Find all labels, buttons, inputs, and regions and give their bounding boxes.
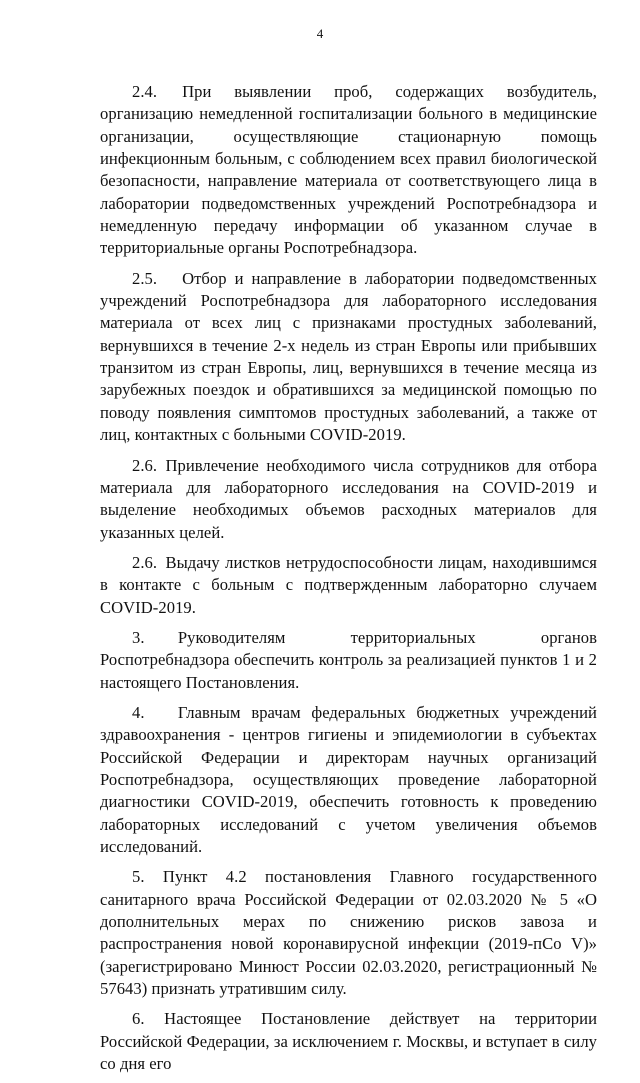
paragraph-text: Настоящее Постановление действует на территории Российской Федерации, за исключением г. Москвы, и вступает в силу со дня его (100, 1009, 597, 1074)
paragraph-text: Пункт 4.2 постановления Главного государственного санитарного врача Российской Федерации от 02.03.2020 № 5 «О дополнительных мерах по снижению рисков завоза и распространения новой коронавирусной инфекции (2019-пСо V)» (зарегистрировано Минюст России 02.03.2020, регистрационный № 57643) признать утратившим силу. (100, 867, 597, 999)
paragraph-number: 3. (132, 627, 145, 647)
paragraph-number: 2.4. (132, 82, 158, 101)
paragraph-2-5 (100, 268, 597, 447)
paragraph-number: 2.5. (132, 268, 158, 288)
paragraph-text: Отбор и направление в лаборатории подведомственных учреждений Роспотребнадзора для лабораторного исследования материала от всех лиц с признаками простудных заболеваний, вернувшихся в течение 2-х недель из стран Европы или прибывших транзитом из стран Европы, лиц, вернувшихся в течение месяца из зарубежных поездок и обратившихся за медицинской помощью по поводу появления симптомов простудных заболеваний, а также от лиц, контактных с больными COVID-2019. (100, 268, 597, 445)
paragraph-number: 5. (132, 867, 145, 887)
paragraph-number: 2.6. (132, 552, 158, 572)
paragraph-2-6-b (100, 552, 597, 619)
paragraph-number: 4. (132, 702, 145, 722)
page-number: 4 (316, 26, 324, 41)
paragraph-number: 6. (132, 1009, 145, 1029)
paragraph-text: Привлечение необходимого числа сотрудников для отбора материала для лабораторного исследования на COVID-2019 и выделение необходимых объемов расходных материалов для указанных целей. (100, 455, 597, 542)
paragraph-number: 2.6. (132, 455, 158, 475)
paragraph-4 (100, 702, 597, 858)
paragraph-5 (100, 866, 597, 1000)
paragraph-6 (100, 1008, 597, 1075)
paragraph-text: Главным врачам федеральных бюджетных учреждений здравоохранения - центров гигиены и эпидемиологии в субъектах Российской Федерации и директорам научных организаций Роспотребнадзора, осуществляющих проведение лабораторной диагностики COVID-2019, обеспечить готовность к проведению лабораторных исследований с учетом увеличения объемов исследований. (100, 702, 597, 856)
paragraph-text: Выдачу листков нетрудоспособности лицам, находившимся в контакте с больным с подтвержденным лабораторно случаем COVID-2019. (100, 552, 597, 617)
paragraph-2-4 (100, 81, 597, 260)
document-body (100, 81, 597, 1083)
paragraph-text: Руководителям территориальных органов Роспотребнадзора обеспечить контроль за реализацией пунктов 1 и 2 настоящего Постановления. (100, 627, 597, 692)
paragraph-text: При выявлении проб, содержащих возбудитель, организацию немедленной госпитализации больного в медицинские организации, осуществляющие стационарную помощь инфекционным больным, с соблюдением всех правил биологической безопасности, направление материала от соответствующего лица в лаборатории подведомственных учреждений Роспотребнадзора и немедленную передачу информации об указанном случае в территориальные органы Роспотребнадзора. (100, 82, 597, 258)
paragraph-2-6-a (100, 455, 597, 544)
paragraph-3 (100, 627, 597, 694)
